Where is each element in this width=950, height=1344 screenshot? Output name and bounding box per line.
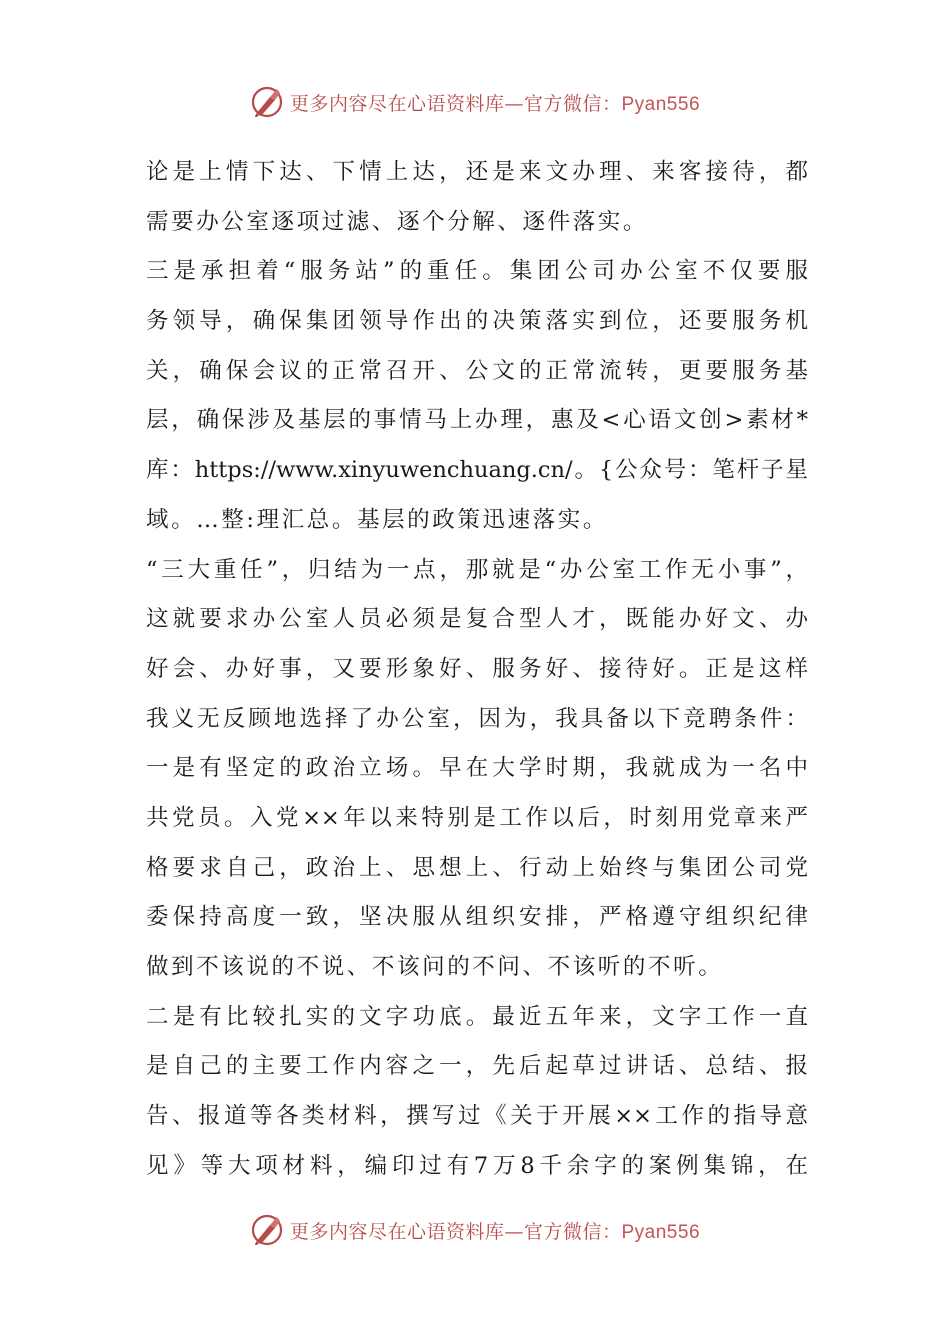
text-line: 做到不该说的不说、不该问的不问、不该听的不听。 — [146, 954, 724, 980]
header-watermark-banner — [0, 82, 950, 122]
text-line: 二是有比较扎实的文字功底。最近五年来，文字工作一直 — [146, 1003, 808, 1030]
text-line: 好会、办好事，又要形象好、服务好、接待好。正是这样 — [146, 655, 808, 682]
text-line: 告、报道等各类材料，撰写过《关于开展××工作的指导意 — [146, 1103, 808, 1130]
text-line: 论是上情下达、下情上达，还是来文办理、来客接待，都 — [146, 159, 808, 185]
text-line: 格要求自己，政治上、思想上、行动上始终与集团公司党 — [146, 854, 808, 881]
watermark-handle: Pyan556 — [621, 93, 701, 115]
text-line-url: 库：https://www.xinyuwenchuang.cn/。{公众号：笔杆子星 — [146, 457, 808, 484]
text-line: 关，确保会议的正常召开、公文的正常流转，更要服务基 — [146, 357, 808, 384]
pen-logo-icon — [250, 85, 284, 119]
document-body — [146, 148, 808, 1191]
text-line: 三是承担着“服务站”的重任。集团公司办公室不仅要服 — [146, 258, 808, 285]
text-line: 委保持高度一致，坚决服从组织安排，严格遵守组织纪律 — [146, 904, 808, 931]
text-line: 一是有坚定的政治立场。早在大学时期，我就成为一名中 — [146, 755, 808, 782]
pen-logo-icon — [250, 1213, 284, 1247]
text-line: 这就要求办公室人员必须是复合型人才，既能办好文、办 — [146, 606, 808, 633]
text-line: 层，确保涉及基层的事情马上办理，惠及<心语文创>素材* — [146, 407, 808, 434]
watermark-handle: Pyan556 — [621, 1221, 701, 1243]
text-line: 域。…整:理汇总。基层的政策迅速落实。 — [146, 506, 608, 533]
text-line: 务领导，确保集团领导作出的决策落实到位，还要服务机 — [146, 308, 808, 335]
watermark-text: 更多内容尽在心语资料库—官方微信：Pyan556 — [289, 1220, 701, 1243]
text-line: 见》等大项材料，编印过有7万8千余字的案例集锦，在 — [146, 1152, 808, 1179]
text-line: 我义无反顾地选择了办公室，因为，我具备以下竞聘条件： — [146, 705, 808, 732]
text-line: “三大重任”，归结为一点，那就是“办公室工作无小事”， — [146, 556, 808, 583]
watermark-text: 更多内容尽在心语资料库—官方微信：Pyan556 — [289, 92, 701, 115]
text-line: 是自己的主要工作内容之一，先后起草过讲话、总结、报 — [146, 1053, 808, 1080]
text-line: 需要办公室逐项过滤、逐个分解、逐件落实。 — [146, 208, 649, 235]
footer-watermark-banner — [0, 1210, 950, 1250]
text-line: 共党员。入党××年以来特别是工作以后，时刻用党章来严 — [146, 804, 808, 831]
